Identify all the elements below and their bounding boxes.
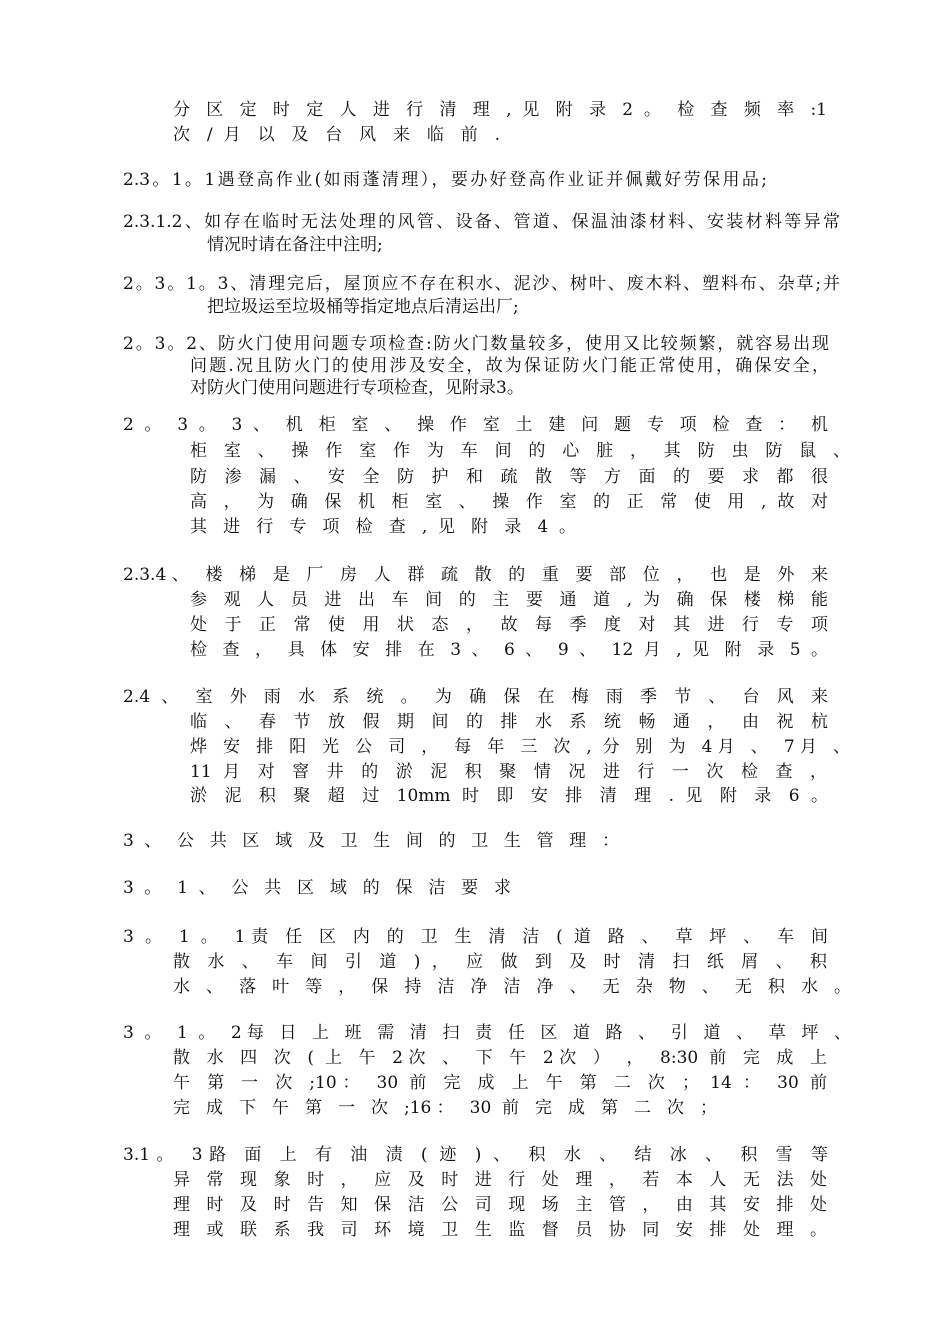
text-line: 临 、 春 节 放 假 期 间 的 排 水 系 统 畅 通 ， 由 祝 杭 bbox=[190, 712, 828, 732]
text-line: 2.4 、 室 外 雨 水 系 统 。 为 确 保 在 梅 雨 季 节 、 台 风 来 bbox=[123, 687, 828, 707]
text-line: 午 第 一 次 ;10： 30 前 完 成 上 午 第 二 次 ； 14 ： 30 前 bbox=[173, 1073, 827, 1093]
text-line: 高 ， 为 确 保 机 柜 室 、 操 作 室 的 正 常 使 用 , 故 对 bbox=[190, 492, 828, 512]
text-line: 异 常 现 象 时 ， 应 及 时 进 行 处 理 ， 若 本 人 无 法 处 bbox=[173, 1170, 827, 1190]
text-line: 分 区 定 时 定 人 进 行 清 理 , 见 附 录 2 。 检 查 频 率 :1 bbox=[173, 100, 827, 120]
text-line: 2 。 3 。 3 、 机 柜 室 、 操 作 室 土 建 问 题 专 项 检 查 ： 机 bbox=[123, 415, 828, 435]
text-line: 理 或 联 系 我 司 环 境 卫 生 监 督 员 协 同 安 排 处 理 。 bbox=[173, 1220, 827, 1240]
text-line: 问题.况且防火门的使用涉及安全，故为保证防火门能正常使用，确保安全， bbox=[190, 356, 829, 376]
text-line: 把垃圾运至垃圾桶等指定地点后清运出厂; bbox=[207, 297, 519, 317]
text-line: 防 渗 漏 、 安 全 防 护 和 疏 散 等 方 面 的 要 求 都 很 bbox=[190, 467, 828, 487]
text-line: 散 水 、 车 间 引 道 ) ， 应 做 到 及 时 清 扫 纸 屑 、 积 bbox=[173, 952, 827, 972]
text-line: 3 。 1 。 2每 日 上 班 需 清 扫 责 任 区 道 路 、 引 道 、 草 坪 、 bbox=[123, 1023, 851, 1043]
text-line: 2.3。1。1遇登高作业(如雨蓬清理），要办好登高作业证并佩戴好劳保用品; bbox=[123, 170, 767, 190]
text-line: 11 月 对 窨 井 的 淤 泥 积 聚 情 况 进 行 一 次 检 查 ， bbox=[190, 762, 827, 782]
text-line: 3 。 1 。 1责 任 区 内 的 卫 生 清 洁 ( 道 路 、 草 坪 、 车 间 bbox=[123, 927, 828, 947]
text-line: 完 成 下 午 第 一 次 ;16： 30 前 完 成 第 二 次 ； bbox=[173, 1098, 717, 1118]
text-line: 柜 室 、 操 作 室 作 为 车 间 的 心 脏 ， 其 防 虫 防 鼠 、 bbox=[190, 441, 850, 461]
text-line: 次 / 月 以 及 台 风 来 临 前 . bbox=[173, 125, 500, 145]
text-line: 淤 泥 积 聚 超 过 10mm 时 即 安 排 清 理 . 见 附 录 6 。 bbox=[190, 786, 828, 806]
text-line: 对防火门使用问题进行专项检查，见附录3。 bbox=[190, 378, 524, 398]
section-heading: 3 、 公 共 区 域 及 卫 生 间 的 卫 生 管 理 ： bbox=[123, 831, 619, 851]
text-line: 2。3。2、防火门使用问题专项检查:防火门数量较多，使用又比较频繁，就容易出现 bbox=[123, 334, 829, 354]
text-line: 2.3.4、 楼 梯 是 厂 房 人 群 疏 散 的 重 要 部 位 ， 也 是 外 来 bbox=[123, 565, 828, 585]
section-heading: 3 。 1 、 公 共 区 域 的 保 洁 要 求 bbox=[123, 878, 511, 898]
text-line: 2。3。1。3、清理完后，屋顶应不存在积水、泥沙、树叶、废木料、塑料布、杂草;并 bbox=[123, 274, 840, 294]
text-line: 烨 安 排 阳 光 公 司 ， 每 年 三 次 , 分 别 为 4月 、 7月 、 bbox=[190, 737, 850, 757]
text-line: 水 、 落 叶 等 ， 保 持 洁 净 洁 净 、 无 杂 物 、 无 积 水 。 bbox=[173, 977, 851, 997]
text-line: 情况时请在备注中注明; bbox=[207, 235, 383, 255]
text-line: 处 于 正 常 使 用 状 态 ， 故 每 季 度 对 其 进 行 专 项 bbox=[190, 615, 828, 635]
text-line: 其 进 行 专 项 检 查 , 见 附 录 4 。 bbox=[190, 517, 576, 537]
text-line: 2.3.1.2、如存在临时无法处理的风管、设备、管道、保温油漆材料、安装材料等异常 bbox=[123, 212, 840, 232]
text-line: 检 查 ， 具 体 安 排 在 3 、 6 、 9 、 12 月 , 见 附 录 5 。 bbox=[190, 640, 828, 660]
text-line: 参 观 人 员 进 出 车 间 的 主 要 通 道 , 为 确 保 楼 梯 能 bbox=[190, 590, 828, 610]
text-line: 理 时 及 时 告 知 保 洁 公 司 现 场 主 管 ， 由 其 安 排 处 bbox=[173, 1195, 827, 1215]
text-line: 3.1。 3路 面 上 有 油 渍 ( 迹 ) 、 积 水 、 结 冰 、 积 雪 等 bbox=[123, 1145, 828, 1165]
text-line: 散 水 四 次 ( 上 午 2次 、 下 午 2次 ） ， 8:30 前 完 成 上 bbox=[173, 1048, 827, 1068]
